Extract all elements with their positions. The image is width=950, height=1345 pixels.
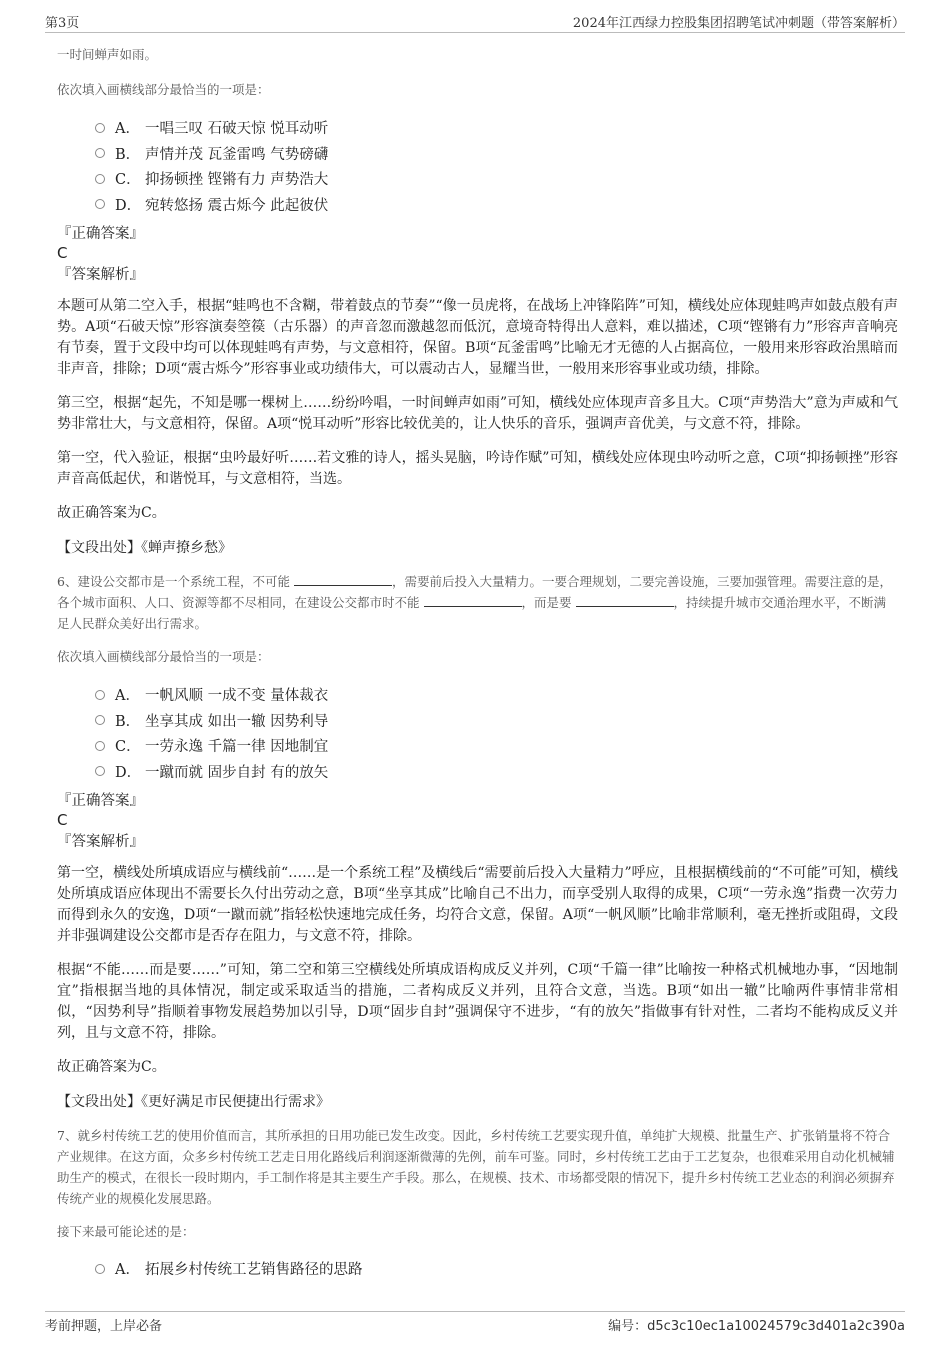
radio-icon[interactable] [95,174,105,184]
q5-passage-end: 一时间蝉声如雨。 [57,47,158,62]
q6-passage: 6、建设公交都市是一个系统工程，不可能 ，需要前后投入大量精力。一要合理规划，二要完善设施，三要加强管理。需要注意的是，各个城市面积、人口、资源等都不尽相同，在建设公交都市时不能 ，而是要 ，持续提升城市交通治理水平，不断满足人民群众美好出行需求。 [57,574,892,631]
q5-source: 【文段出处】《蝉声撩乡愁》 [57,540,232,556]
blank-line [576,594,674,607]
blank-line [294,573,392,586]
q7-options [95,1256,898,1282]
q6-analysis-label: 『答案解析』 [57,834,144,850]
q6-option-d[interactable]: D． 一蹴而就 固步自封 有的放矢 [95,759,898,785]
q6-answer-label: 『正确答案』 [57,793,144,809]
q5-answer-label: 『正确答案』 [57,226,144,242]
q6-option-b[interactable]: B． 坐享其成 如出一辙 因势利导 [95,708,898,734]
footer-slogan: 考前押题，上岸必备 [45,1319,163,1334]
q6-options [95,682,898,784]
q5-option-a[interactable]: A． 一唱三叹 石破天惊 悦耳动听 [95,115,898,141]
q5-options [95,115,898,217]
q5-analysis-p1: 本题可从第二空入手，根据“蛙鸣也不含糊，带着鼓点的节奏”“像一员虎将，在战场上冲锋陷阵”可知，横线处应体现蛙鸣声如鼓点般有声势。A项“石破天惊”形容演奏箜篌（古乐器）的声音忽而激越忽而低沉，意境奇特得出人意料，难以描述，C项“铿锵有力”形容声音响亮有节奏，置于文段中均可以体现蛙鸣有声势，与文意相符，保留。B项“瓦釜雷鸣”比喻无才无德的人占据高位，一般用来形容政治黑暗而非声音，排除；D项“震古烁今”形容事业或功绩伟大，可以震动古人，显耀当世，一般用来形容事业或功绩，排除。 [57,298,898,377]
radio-icon[interactable] [95,123,105,133]
q5-prompt: 依次填入画横线部分最恰当的一项是： [57,82,270,97]
q5-answer: C [57,244,68,262]
blank-line [424,594,522,607]
radio-icon[interactable] [95,148,105,158]
q5-option-d[interactable]: D． 宛转悠扬 震古烁今 此起彼伏 [95,192,898,218]
q5-option-c[interactable]: C． 抑扬顿挫 铿锵有力 声势浩大 [95,166,898,192]
radio-icon[interactable] [95,741,105,751]
q5-analysis-p3: 第一空，代入验证，根据“虫吟最好听……若文雅的诗人，摇头晃脑，吟诗作赋”可知，横线处应体现虫吟动听之意，C项“抑扬顿挫”形容声音高低起伏，和谐悦耳，与文意相符，当选。 [57,450,898,487]
radio-icon[interactable] [95,766,105,776]
q5-analysis-p2: 第三空，根据“起先，不知是哪一棵树上……纷纷吟唱，一时间蝉声如雨”可知，横线处应体现声音多且大。C项“声势浩大”意为声威和气势非常壮大，与文意相符，保留。A项“悦耳动听”形容比较优美的，让人快乐的音乐，强调声音优美，与文意不符，排除。 [57,395,898,432]
page-footer [45,1311,905,1334]
q5-analysis-label: 『答案解析』 [57,267,144,283]
page-content [57,44,898,1282]
q6-prompt: 依次填入画横线部分最恰当的一项是： [57,649,270,664]
page-header [45,10,905,33]
q5-analysis-conclusion: 故正确答案为C。 [57,505,166,521]
q6-analysis-conclusion: 故正确答案为C。 [57,1059,166,1075]
radio-icon[interactable] [95,199,105,209]
document-title: 2024年江西绿力控股集团招聘笔试冲刺题（带答案解析） [572,15,905,31]
q7-passage: 7、就乡村传统工艺的使用价值而言，其所承担的日用功能已发生改变。因此，乡村传统工艺要实现升值，单纯扩大规模、批量生产、扩张销量将不符合产业规律。在这方面，众多乡村传统工艺走日用化路线后利润逐渐微薄的先例，前车可鉴。同时，乡村传统工艺由于工艺复杂，也很难采用自动化机械辅助生产的模式，在很长一段时期内，手工制作将是其主要生产手段。那么，在规模、技术、市场都受限的情况下，提升乡村传统工艺业态的利润必须摒弃传统产业的规模化发展思路。 [57,1128,895,1206]
q7-prompt: 接下来最可能论述的是： [57,1224,195,1239]
radio-icon[interactable] [95,690,105,700]
q6-source: 【文段出处】《更好满足市民便捷出行需求》 [57,1094,330,1110]
radio-icon[interactable] [95,1264,105,1274]
q6-analysis-p1: 第一空，横线处所填成语应与横线前“……是一个系统工程”及横线后“需要前后投入大量精力”呼应，且根据横线前的“不可能”可知，横线处所填成语应体现出不需要长久付出劳动之意，B项“坐享其成”比喻自己不出力，而享受别人取得的成果，C项“一劳永逸”指费一次劳力而得到永久的安逸，D项“一蹴而就”指轻松快速地完成任务，均符合文意，保留。A项“一帆风顺”比喻非常顺利，毫无挫折或阻碍，文段并非强调建设公交都市是否存在阻力，与文意不符，排除。 [57,865,898,944]
q5-option-b[interactable]: B． 声情并茂 瓦釜雷鸣 气势磅礴 [95,141,898,167]
q6-option-a[interactable]: A． 一帆风顺 一成不变 量体裁衣 [95,682,898,708]
radio-icon[interactable] [95,715,105,725]
q7-option-a[interactable]: A． 拓展乡村传统工艺销售路径的思路 [95,1256,898,1282]
q6-option-c[interactable]: C． 一劳永逸 千篇一律 因地制宜 [95,733,898,759]
document-code: 编号：d5c3c10ec1a10024579c3d401a2c390a [608,1319,905,1334]
page-number: 第3页 [45,15,80,31]
q6-answer: C [57,811,68,829]
q6-analysis-p2: 根据“不能……而是要……”可知，第二空和第三空横线处所填成语构成反义并列，C项“千篇一律”比喻按一种格式机械地办事，“因地制宜”指根据当地的具体情况，制定或采取适当的措施，二者构成反义并列，且符合文意，当选。B项“如出一辙”比喻两件事情非常相似，“因势利导”指顺着事物发展趋势加以引导，D项“固步自封”强调保守不进步，“有的放矢”指做事有针对性，二者均不能构成反义并列，且与文意不符，排除。 [57,962,898,1041]
